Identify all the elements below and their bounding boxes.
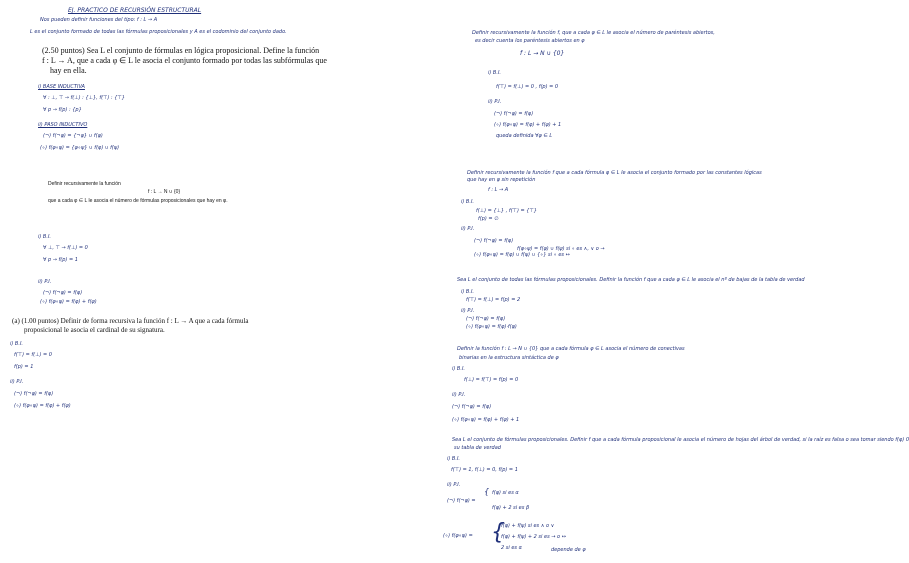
problem1-line-2: f : L → A, que a cada φ ∈ L le asocia el conjunto formado por todas las subfórmulas que <box>42 56 327 65</box>
q5-rec-label: ii) P.I. <box>447 482 461 488</box>
q5-brace-1: { <box>484 487 490 496</box>
q3-rec-2: (∘) f(φ∘ψ) = f(φ)·f(ψ) <box>466 324 517 330</box>
problem1-line-1: (2.50 puntos) Sea L el conjunto de fórmulas en lógica proposicional. Define la función <box>42 46 320 55</box>
q3-base-1: f(⊤) = f(⊥) = f(p) = 2 <box>466 297 521 303</box>
p2-base-1: ∀ ⊥, ⊤ → f(⊥) = 0 <box>43 245 88 251</box>
p3-base-1: f(⊤) = f(⊥) = 0 <box>14 352 52 358</box>
q5-base-1: f(⊤) = 1, f(⊥) = 0, f(p) = 1 <box>451 467 518 473</box>
p3-base-2: f(p) = 1 <box>14 364 34 370</box>
p2-base-2: ∀ p → f(p) = 1 <box>43 257 78 263</box>
q5-brace-2: { <box>491 520 505 545</box>
q2-base-2: f(p) = ∅ <box>478 216 499 222</box>
q5-rec-1c: f(φ) + 2 si es β <box>492 505 530 511</box>
p2-base-label: i) B.I. <box>38 234 52 240</box>
q5-line-2: su tabla de verdad <box>454 445 501 451</box>
q1-function: f : L → N ∪ {0} <box>520 50 565 57</box>
q4-base-label: i) B.I. <box>452 366 466 372</box>
p1-base-2: ∀ p → f(p) : {p} <box>43 107 82 113</box>
q5-rec-2a: f(φ) + f(ψ) si es ∧ o ∨ <box>501 523 555 529</box>
problem1-line-3: hay en ella. <box>50 66 87 75</box>
p1-base-label: i) BASE INDUCTIVA <box>38 84 85 90</box>
p2-rec-2: (∘) f(φ∘ψ) = f(φ) + f(ψ) <box>40 299 97 305</box>
q2-function: f : L → A <box>488 187 509 193</box>
p2-rec-label: ii) P.I. <box>38 279 52 285</box>
q5-base-label: i) B.I. <box>447 456 461 462</box>
p1-rec-1: (¬) f(¬φ) = {¬φ} ∪ f(φ) <box>43 133 103 139</box>
p1-rec-label: ii) PASO INDUCTIVO <box>38 122 88 128</box>
q1-base-label: i) B.I. <box>488 70 502 76</box>
q5-rec-1a: f(φ) si es α <box>492 490 519 496</box>
problem3-line-2: proposicional le asocia el cardinal de su signatura. <box>24 326 165 334</box>
p2-rec-1: (¬) f(¬φ) = f(φ) <box>43 290 83 296</box>
q4-rec-1: (¬) f(¬φ) = f(φ) <box>452 404 492 410</box>
q1-rec-2: (∘) f(φ∘ψ) = f(φ) + f(ψ) + 1 <box>494 122 562 128</box>
q2-line-1: Definir recursivamente la función f que a cada fórmula φ ∈ L le asocia el conjunto formado por las constantes lógicas <box>467 170 762 176</box>
q2-base-1: f(⊥) = {⊥} , f(⊤) = {⊤} <box>476 208 537 214</box>
q5-rec-1b: (¬) f(¬φ) = <box>447 498 476 504</box>
p3-rec-1: (¬) f(¬φ) = f(φ) <box>14 391 54 397</box>
q4-line-1: Definir la función f : L → N ∪ {0} que a cada fórmula φ ∈ L asocia el número de conectivas <box>457 346 685 352</box>
q5-line-1: Sea L el conjunto de fórmulas proposicionales. Definir f que a cada fórmula proposicional le asocia el número de hojas del árbol de verdad, si la raíz es falsa o sea tomar siendo f(φ) 0 <box>452 437 909 443</box>
doc-title: EJ. PRACTICO DE RECURSIÓN ESTRUCTURAL <box>68 7 202 14</box>
q5-rec-2b: (∘) f(φ∘ψ) = <box>443 533 473 539</box>
q2-line-2: que hay en φ sin repetición <box>467 177 536 183</box>
q1-base-1: f(⊤) = f(⊥) = 0 , f(p) = 0 <box>496 84 559 90</box>
q1-rec-label: ii) P.I. <box>488 99 502 105</box>
q5-rec-2d: 2 si es α <box>501 545 522 551</box>
problem2-function: f : L → N ∪ {0} <box>148 189 181 195</box>
q2-rec-2b: (∘) f(φ∘ψ) = f(φ) ∪ f(ψ) ∪ {∘} si ∘ es ↔ <box>474 252 570 258</box>
q4-base-1: f(⊥) = f(⊤) = f(p) = 0 <box>464 377 519 383</box>
q1-rec-3: queda definida ∀φ ∈ L <box>496 133 553 139</box>
problem2-line-1: Definir recursivamente la función <box>48 181 121 187</box>
p1-rec-2: (∘) f(φ∘ψ) = {φ∘ψ} ∪ f(φ) ∪ f(ψ) <box>40 145 120 151</box>
q1-line-2: es decir cuenta los paréntesis abiertos en φ <box>475 38 585 44</box>
q3-rec-label: ii) P.I. <box>461 308 475 314</box>
q2-base-label: i) B.I. <box>461 199 475 205</box>
q4-rec-2: (∘) f(φ∘ψ) = f(φ) + f(ψ) + 1 <box>452 417 520 423</box>
q2-rec-1: (¬) f(¬φ) = f(φ) <box>474 238 514 244</box>
p1-base-1: ∀ : ⊥, ⊤ → f(⊥) : {⊥}, f(⊤) : {⊤} <box>43 95 125 101</box>
q1-line-1: Definir recursivamente la función f, que a cada φ ∈ L le asocia el número de paréntesis abiertos, <box>472 30 715 36</box>
p3-rec-2: (∘) f(φ∘ψ) = f(φ) + f(ψ) <box>14 403 71 409</box>
q2-rec-2a: f(φ∘ψ) = f(φ) ∪ f(ψ) si ∘ es ∧, ∨ o → <box>517 246 605 252</box>
p3-rec-label: ii) P.I. <box>10 379 24 385</box>
q5-rec-2e: depende de φ <box>551 547 586 553</box>
q3-rec-1: (¬) f(¬φ) = f(φ) <box>466 316 506 322</box>
q1-rec-1: (¬) f(¬φ) = f(φ) <box>494 111 534 117</box>
q3-base-label: i) B.I. <box>461 289 475 295</box>
p3-base-label: i) B.I. <box>10 341 24 347</box>
q3-line-1: Sea L el conjunto de todas las fórmulas proposicionales. Definir la función f que a cada φ ∈ L le asocia el nº de bajas de la tabla de verdad <box>457 277 805 283</box>
q4-line-2: binarias en la estructura sintáctica de φ <box>459 355 559 361</box>
q2-rec-label: ii) P.I. <box>461 226 475 232</box>
q5-rec-2c: f(φ) + f(ψ) + 2 si es → o ↔ <box>501 534 566 540</box>
intro-line-1: Nos pueden definir funciones del tipo: f : L → A <box>40 17 158 23</box>
problem3-line-1: (a) (1.00 puntos) Definir de forma recursiva la función f : L → A que a cada fórmula <box>12 317 249 325</box>
problem2-line-2: que a cada φ ∈ L le asocia el número de fórmulas proposicionales que hay en φ. <box>48 198 228 204</box>
intro-line-2: L es el conjunto formado de todas las fórmulas proposicionales y A es el codominio del conjunto dado. <box>30 29 287 35</box>
q4-rec-label: ii) P.I. <box>452 392 466 398</box>
